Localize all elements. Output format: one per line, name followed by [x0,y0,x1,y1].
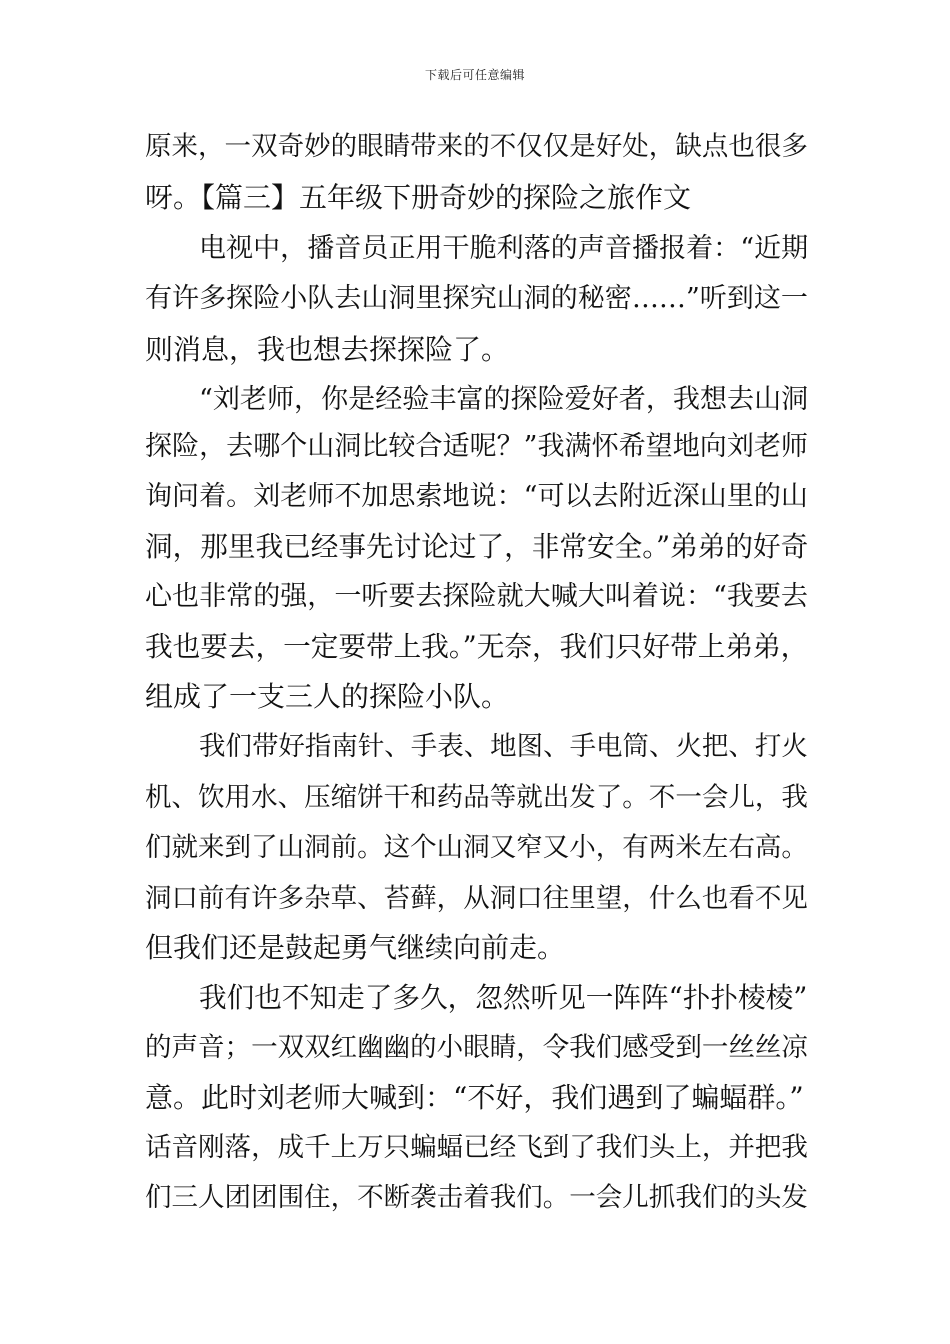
text-line: 心也非常的强，一听要去探险就大喊大叫着说：“我要去 [145,581,808,612]
text-line: 我也要去，一定要带上我。”无奈，我们只好带上弟弟， [145,630,809,663]
text-line: 洞，那里我已经事先讨论过了，非常安全。”弟弟的好奇 [145,530,809,563]
text-line: 电视中，播音员正用干脆利落的声音播报着：“近期 [199,233,809,264]
text-line: 我们带好指南针、手表、地图、手电筒、火把、打火 [199,731,808,762]
text-line: “刘老师，你是经验丰富的探险爱好者，我想去山洞 [199,384,809,415]
text-line: 们就来到了山洞前。这个山洞又窄又小，有两米左右高。 [145,832,808,863]
text-line: 则消息，我也想去探探险了。 [145,333,510,366]
text-line: 意。此时刘老师大喊到：“不好，我们遇到了蝙蝠群。” [145,1081,804,1114]
text-line: 呀。【篇三】五年级下册奇妙的探险之旅作文 [145,181,692,214]
text-line: 探险，去哪个山洞比较合适呢？”我满怀希望地向刘老师 [145,431,808,462]
text-line: 询问着。刘老师不加思索地说：“可以去附近深山里的山 [145,481,808,512]
text-line: 我们也不知走了多久，忽然听见一阵阵“扑扑棱棱” [199,981,808,1014]
text-line: 话音刚落，成千上万只蝙蝠已经飞到了我们头上，并把我 [145,1132,808,1163]
text-line: 洞口前有许多杂草、苔藓，从洞口往里望，什么也看不见 [145,883,808,914]
text-line: 原来，一双奇妙的眼睛带来的不仅仅是好处，缺点也很多 [145,131,808,162]
text-line: 有许多探险小队去山洞里探究山洞的秘密……”听到这一 [145,283,808,314]
text-line: 的声音；一双双红幽幽的小眼睛，令我们感受到一丝丝凉 [145,1032,808,1063]
text-line: 机、饮用水、压缩饼干和药品等就出发了。不一会儿，我 [145,782,808,813]
text-line: 但我们还是鼓起勇气继续向前走。 [145,931,566,964]
page-header: 下载后可任意编辑 [424,68,525,82]
text-line: 组成了一支三人的探险小队。 [145,680,510,713]
text-line: 们三人团团围住，不断袭击着我们。一会儿抓我们的头发 [145,1182,808,1213]
